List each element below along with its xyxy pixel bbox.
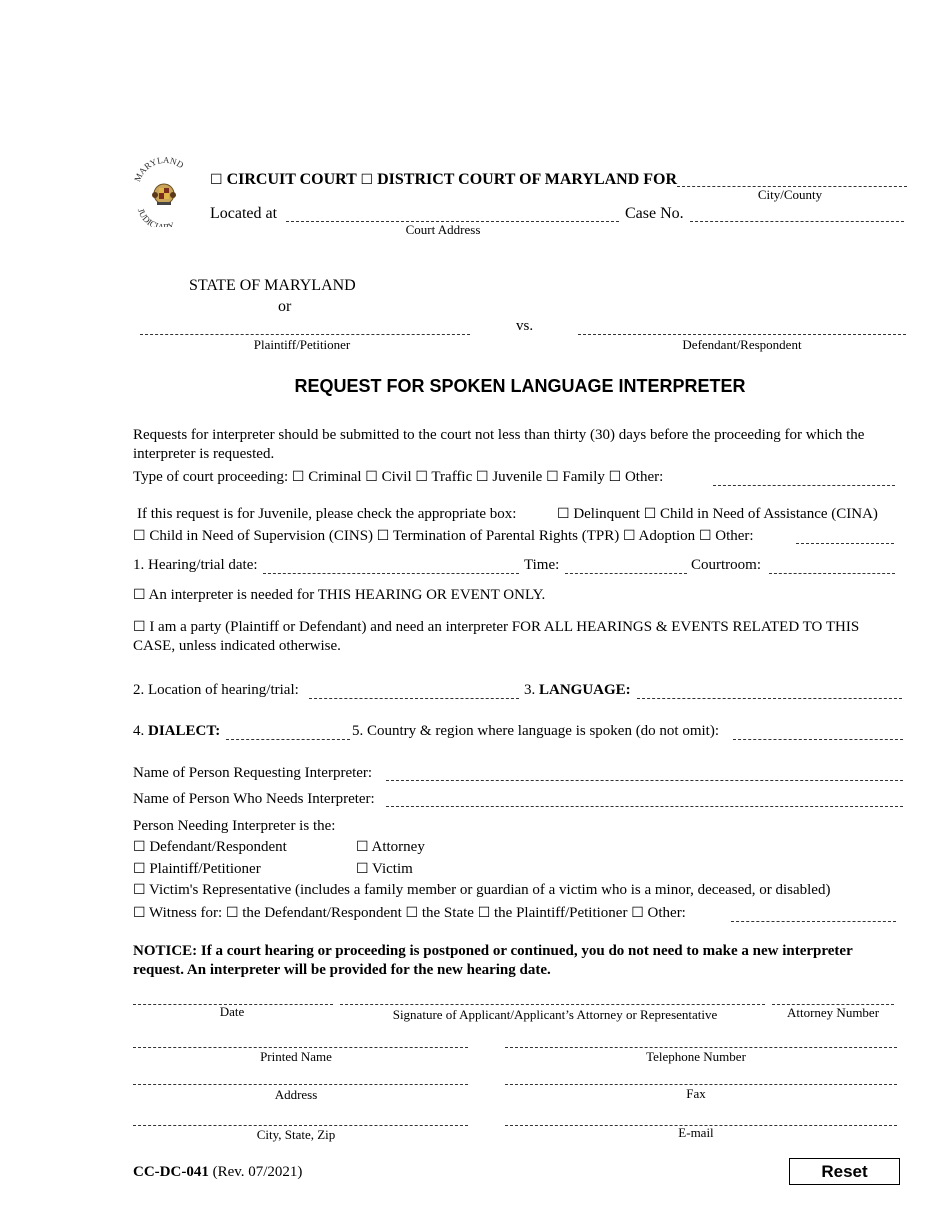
person-victim-row: [356, 861, 413, 878]
family-label: Family: [562, 469, 605, 485]
printed-name-label: Printed Name: [260, 1049, 332, 1064]
svg-text:JUDICIARY: JUDICIARY: [135, 207, 176, 227]
interp-this-checkbox[interactable]: ☐: [133, 587, 146, 603]
plaintiff-field[interactable]: [140, 334, 470, 335]
interp-all-label: I am a party (Plaintiff or Defendant) and need an interpreter FOR ALL HEARINGS & EVENTS RELATED TO THIS CASE, unless indicated otherwise.: [133, 619, 860, 654]
district-court-label: DISTRICT COURT OF MARYLAND FOR: [377, 171, 678, 188]
adoption-checkbox[interactable]: ☐: [623, 528, 636, 544]
hearing-date-label: 1. Hearing/trial date:: [133, 557, 258, 573]
proceeding-other-checkbox[interactable]: ☐: [608, 469, 622, 485]
witness-other-checkbox[interactable]: ☐: [631, 905, 644, 921]
notice-text: NOTICE: If a court hearing or proceeding is postponed or continued, you do not need to make a new interpreter request. An interpreter will be provided for the new hearing date.: [133, 943, 853, 978]
address-label: Address: [274, 1087, 318, 1102]
criminal-checkbox[interactable]: ☐: [291, 469, 305, 485]
location-field[interactable]: [309, 698, 519, 699]
dialect-row: [133, 723, 220, 740]
cina-label: Child in Need of Assistance (CINA): [660, 506, 878, 522]
proceeding-label: Type of court proceeding:: [133, 469, 289, 485]
needs-name-field[interactable]: [386, 806, 903, 807]
tpr-checkbox[interactable]: ☐: [376, 528, 390, 544]
traffic-label: Traffic: [431, 469, 473, 485]
tpr-label: Termination of Parental Rights (TPR): [392, 528, 620, 544]
juvenile-row1: [557, 506, 878, 523]
attorney-number-label: Attorney Number: [786, 1005, 880, 1020]
requesting-name-label: Name of Person Requesting Interpreter:: [133, 765, 373, 781]
civil-checkbox[interactable]: ☐: [365, 469, 378, 485]
svg-text:MARYLAND: MARYLAND: [133, 157, 186, 184]
city-state-zip-field[interactable]: [133, 1125, 468, 1126]
reset-button[interactable]: Reset: [789, 1158, 900, 1185]
victim-rep-label: Victim's Representative (includes a family member or guardian of a victim who is a minor, deceased, or disabled): [149, 882, 831, 898]
juvenile-label-text: If this request is for Juvenile, please check the appropriate box:: [137, 506, 517, 522]
interp-this-row: [133, 587, 545, 604]
witness-plaintiff-label: the Plaintiff/Petitioner: [494, 905, 628, 921]
victim-option-label: Victim: [372, 861, 413, 877]
telephone-field[interactable]: [505, 1047, 897, 1048]
maryland-judiciary-seal: [133, 157, 195, 227]
district-court-checkbox[interactable]: ☐: [360, 172, 374, 188]
juvenile-other-label: Other:: [715, 528, 754, 544]
language-number: 3.: [524, 682, 536, 698]
interp-all-row: [133, 618, 903, 656]
cins-checkbox[interactable]: ☐: [133, 528, 146, 544]
signature-field[interactable]: [340, 1004, 765, 1005]
witness-other-label: Other:: [647, 905, 686, 921]
witness-state-label: the State: [421, 905, 474, 921]
juvenile-other-field[interactable]: [796, 543, 894, 544]
defendant-option-label: Defendant/Respondent: [149, 839, 287, 855]
circuit-court-checkbox[interactable]: ☐: [210, 172, 223, 188]
courtroom-label: Courtroom:: [691, 557, 761, 573]
victim-rep-checkbox[interactable]: ☐: [133, 882, 146, 898]
case-no-label: Case No.: [625, 205, 684, 222]
location-label: 2. Location of hearing/trial:: [133, 682, 299, 698]
dialect-number: 4.: [133, 723, 145, 739]
witness-checkbox[interactable]: ☐: [133, 905, 146, 921]
fax-label: Fax: [686, 1086, 706, 1101]
witness-row: [133, 905, 686, 922]
needs-name-label: Name of Person Who Needs Interpreter:: [133, 791, 375, 807]
hearing-time-field[interactable]: [565, 573, 687, 574]
interp-all-checkbox[interactable]: ☐: [133, 619, 146, 635]
person-plaintiff-row: [133, 861, 261, 878]
requesting-name-field[interactable]: [386, 780, 903, 781]
state-of-maryland: STATE OF MARYLAND: [189, 277, 356, 294]
language-field[interactable]: [637, 698, 902, 699]
vs-label: vs.: [516, 318, 534, 334]
plaintiff-option-label: Plaintiff/Petitioner: [149, 861, 261, 877]
person-defendant-row: [133, 839, 287, 856]
juvenile-checkbox[interactable]: ☐: [476, 469, 489, 485]
courtroom-field[interactable]: [769, 573, 895, 574]
form-title: REQUEST FOR SPOKEN LANGUAGE INTERPRETER: [294, 376, 746, 396]
language-label: LANGUAGE:: [539, 682, 631, 698]
hearing-time-label: Time:: [524, 557, 560, 573]
case-no-field[interactable]: [690, 221, 904, 222]
court-address-label: Court Address: [405, 222, 481, 237]
defendant-checkbox[interactable]: ☐: [133, 839, 146, 855]
victim-rep-row: [133, 882, 830, 899]
fax-field[interactable]: [505, 1084, 897, 1085]
attorney-option-label: Attorney: [371, 839, 425, 855]
person-attorney-row: [356, 839, 425, 856]
country-label: 5. Country & region where language is spoken (do not omit):: [352, 723, 720, 739]
proceeding-other-label: Other:: [624, 469, 664, 485]
witness-defendant-checkbox[interactable]: ☐: [225, 905, 239, 921]
circuit-court-label: CIRCUIT COURT: [226, 171, 357, 188]
delinquent-checkbox[interactable]: ☐: [557, 506, 570, 522]
family-checkbox[interactable]: ☐: [546, 469, 559, 485]
proceeding-row: [133, 469, 663, 486]
delinquent-label: Delinquent: [573, 506, 640, 522]
located-at-label: Located at: [210, 205, 278, 222]
defendant-field[interactable]: [578, 334, 906, 335]
dialect-label: DIALECT:: [148, 723, 221, 739]
address-field[interactable]: [133, 1084, 468, 1085]
form-revision: (Rev. 07/2021): [212, 1164, 303, 1180]
city-state-zip-label: City, State, Zip: [256, 1127, 336, 1142]
traffic-checkbox[interactable]: ☐: [415, 469, 428, 485]
hearing-date-field[interactable]: [263, 573, 519, 574]
form-code-row: [133, 1164, 302, 1181]
proceeding-other-field[interactable]: [713, 485, 895, 486]
interp-this-label: An interpreter is needed for THIS HEARING OR EVENT ONLY.: [148, 587, 546, 603]
juvenile-label: Juvenile: [492, 469, 543, 485]
victim-checkbox[interactable]: ☐: [356, 861, 369, 877]
language-row: [524, 682, 631, 699]
printed-name-field[interactable]: [133, 1047, 468, 1048]
plaintiff-checkbox[interactable]: ☐: [133, 861, 146, 877]
witness-plaintiff-checkbox[interactable]: ☐: [477, 905, 491, 921]
juvenile-row2: [133, 528, 754, 545]
witness-other-field[interactable]: [731, 921, 896, 922]
signature-label: Signature of Applicant/Applicant’s Attorney or Representative: [392, 1007, 718, 1022]
date-label: Date: [219, 1004, 245, 1019]
country-field[interactable]: [733, 739, 903, 740]
cina-checkbox[interactable]: ☐: [643, 506, 657, 522]
attorney-checkbox[interactable]: ☐: [356, 839, 369, 855]
defendant-label: Defendant/Respondent: [682, 337, 802, 352]
adoption-label: Adoption: [638, 528, 696, 544]
witness-defendant-label: the Defendant/Respondent: [242, 905, 402, 921]
city-county-label: City/County: [757, 187, 823, 202]
intro-text: Requests for interpreter should be submitted to the court not less than thirty (30) days before the proceeding for which the interpreter is requested.: [133, 427, 865, 462]
civil-label: Civil: [381, 469, 412, 485]
plaintiff-label: Plaintiff/Petitioner: [253, 337, 351, 352]
telephone-label: Telephone Number: [646, 1049, 746, 1064]
cins-label: Child in Need of Supervision (CINS): [149, 528, 374, 544]
juvenile-other-checkbox[interactable]: ☐: [698, 528, 712, 544]
dialect-field[interactable]: [226, 739, 350, 740]
witness-label: Witness for:: [149, 905, 223, 921]
form-code: CC-DC-041: [133, 1164, 209, 1180]
email-label: E-mail: [678, 1125, 714, 1140]
criminal-label: Criminal: [308, 469, 362, 485]
person-label: Person Needing Interpreter is the:: [133, 818, 336, 834]
or-label: or: [278, 298, 292, 315]
witness-state-checkbox[interactable]: ☐: [405, 905, 419, 921]
